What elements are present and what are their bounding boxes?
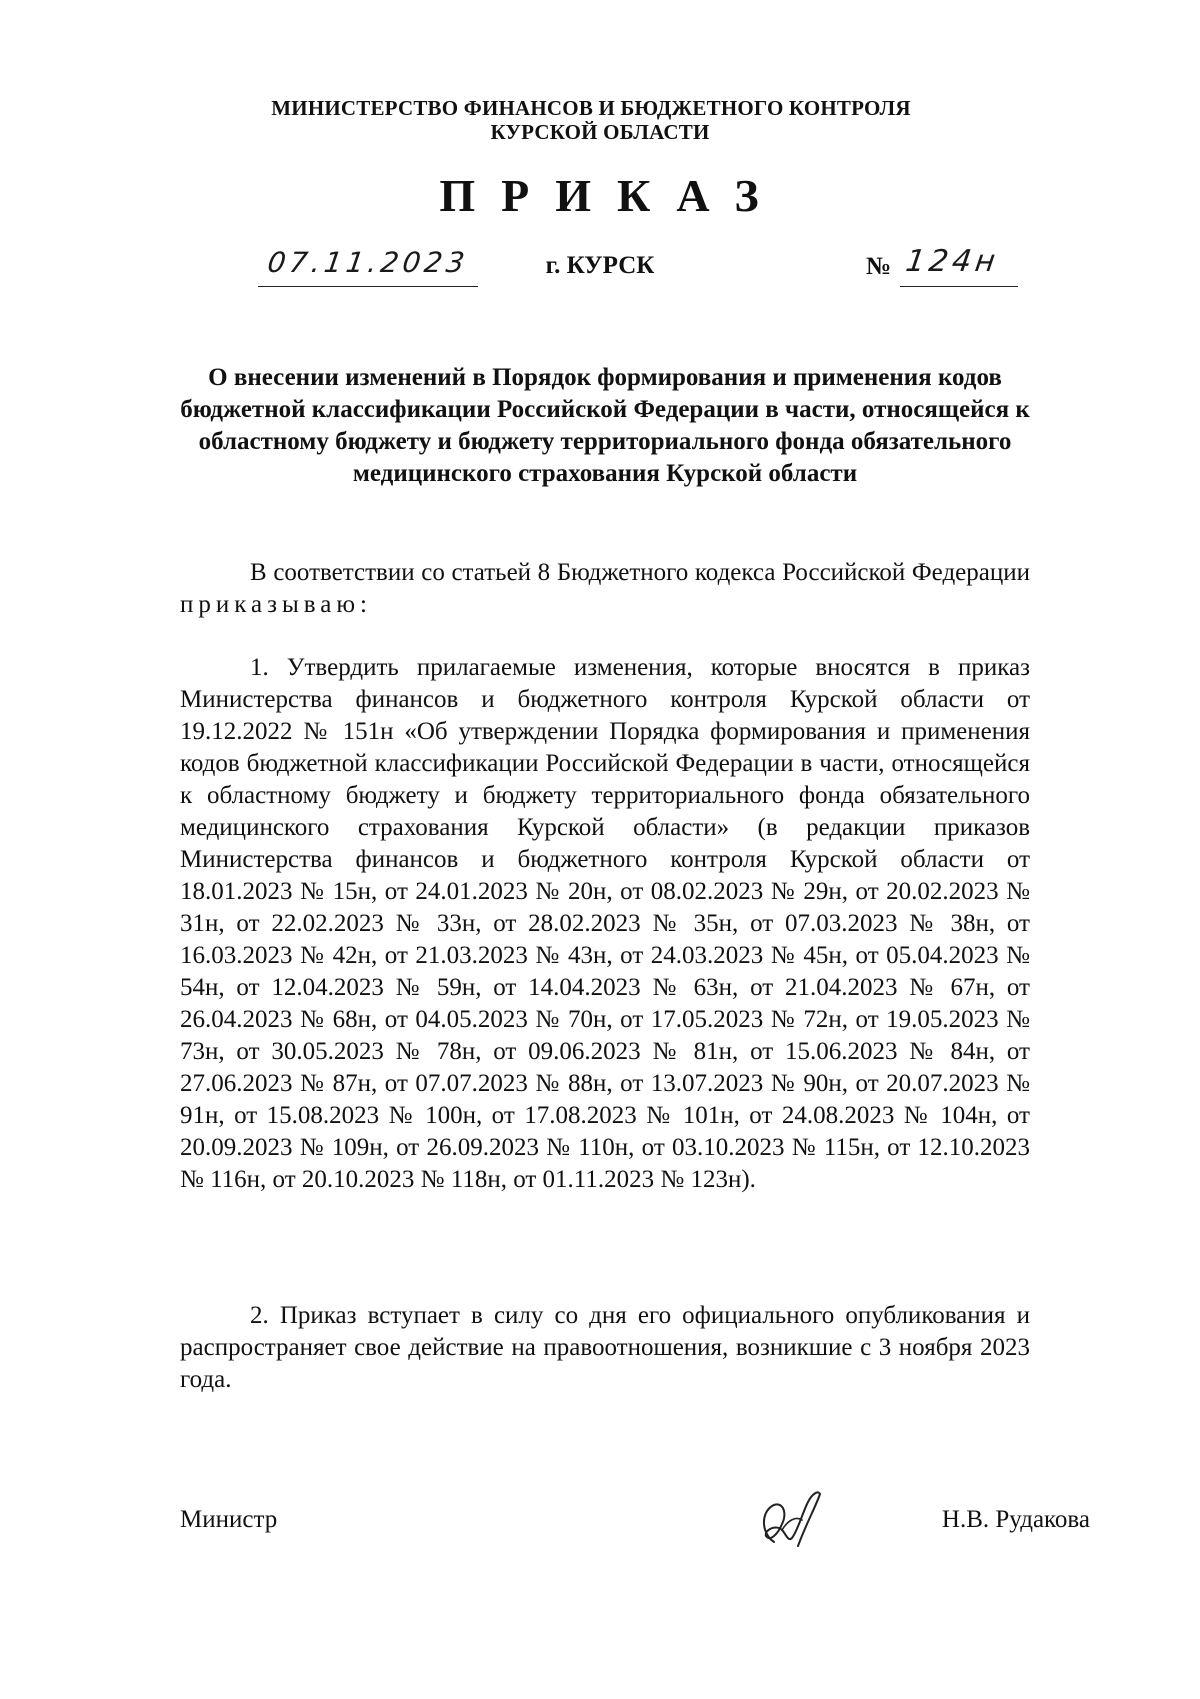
signer-name: Н.В. Рудакова [941, 1506, 1090, 1533]
handwritten-signature-icon [752, 1484, 826, 1554]
item-1-paragraph: 1. Утвердить прилагаемые изменения, которые вносятся в приказ Министерства финансов и бюджетного контроля Курской области от 19.12.2022 № 151н «Об утверждении Порядка формирования и применения кодов бюджетной классификации Российской Федерации в части, относящейся к областному бюджету и бюджету территориального фонда обязательного медицинского страхования Курской области» (в редакции приказов Министерства финансов и бюджетного контроля Курской области от 18.01.2023 № 15н, от 24.01.2023 № 20н, от 08.02.2023 № 29н, от 20.02.2023 № 31н, от 22.02.2023 № 33н, от 28.02.2023 № 35н, от 07.03.2023 № 38н, от 16.03.2023 № 42н, от 21.03.2023 № 43н, от 24.03.2023 № 45н, от 05.04.2023 № 54н, от 12.04.2023 № 59н, от 14.04.2023 № 63н, от 21.04.2023 № 67н, от 26.04.2023 № 68н, от 04.05.2023 № 70н, от 17.05.2023 № 72н, от 19.05.2023 № 73н, от 30.05.2023 № 78н, от 09.06.2023 № 81н, от 15.06.2023 № 84н, от 27.06.2023 № 87н, от 07.07.2023 № 88н, от 13.07.2023 № 90н, от 20.07.2023 № 91н, от 15.08.2023 № 100н, от 17.08.2023 № 101н, от 24.08.2023 № 104н, от 20.09.2023 № 109н, от 26.09.2023 № 110н, от 03.10.2023 № 115н, от 12.10.2023 № 116н, от 20.10.2023 № 118н, от 01.11.2023 № 123н). [180, 654, 1030, 1193]
document-type-title: ПРИКАЗ [439, 170, 785, 221]
date-number-line [0, 242, 1200, 292]
item-2-paragraph: 2. Приказ вступает в силу со дня его официального опубликования и распространяет свое действие на правоотношения, возникшие с 3 ноября 2023 года. [180, 1302, 1030, 1393]
intro-command: приказываю: [180, 591, 372, 618]
org-name-line2: КУРСКОЙ ОБЛАСТИ [490, 120, 710, 144]
organization-header [0, 96, 1200, 144]
signature-block [0, 1498, 1200, 1558]
order-date: 07.11.2023 [265, 246, 471, 279]
intro-text: В соответствии со статьей 8 Бюджетного кодекса Российской Федерации [250, 559, 1030, 586]
org-name-line1: МИНИСТЕРСТВО ФИНАНСОВ И БЮДЖЕТНОГО КОНТРОЛЯ [271, 96, 911, 120]
city-name: г. КУРСК [545, 252, 655, 279]
date-underline [258, 286, 478, 287]
number-label: № [866, 253, 892, 280]
number-underline [900, 286, 1018, 287]
intro-paragraph [180, 557, 1030, 621]
order-subject: О внесении изменений в Порядок формирования и применения кодов бюджетной классификации Российской Федерации в части, относящейся к областному бюджету и бюджету территориального фонда обязательного медицинского страхования Курской области [180, 364, 1030, 487]
signer-position: Министр [180, 1506, 278, 1533]
order-number: 124н [903, 244, 1002, 279]
